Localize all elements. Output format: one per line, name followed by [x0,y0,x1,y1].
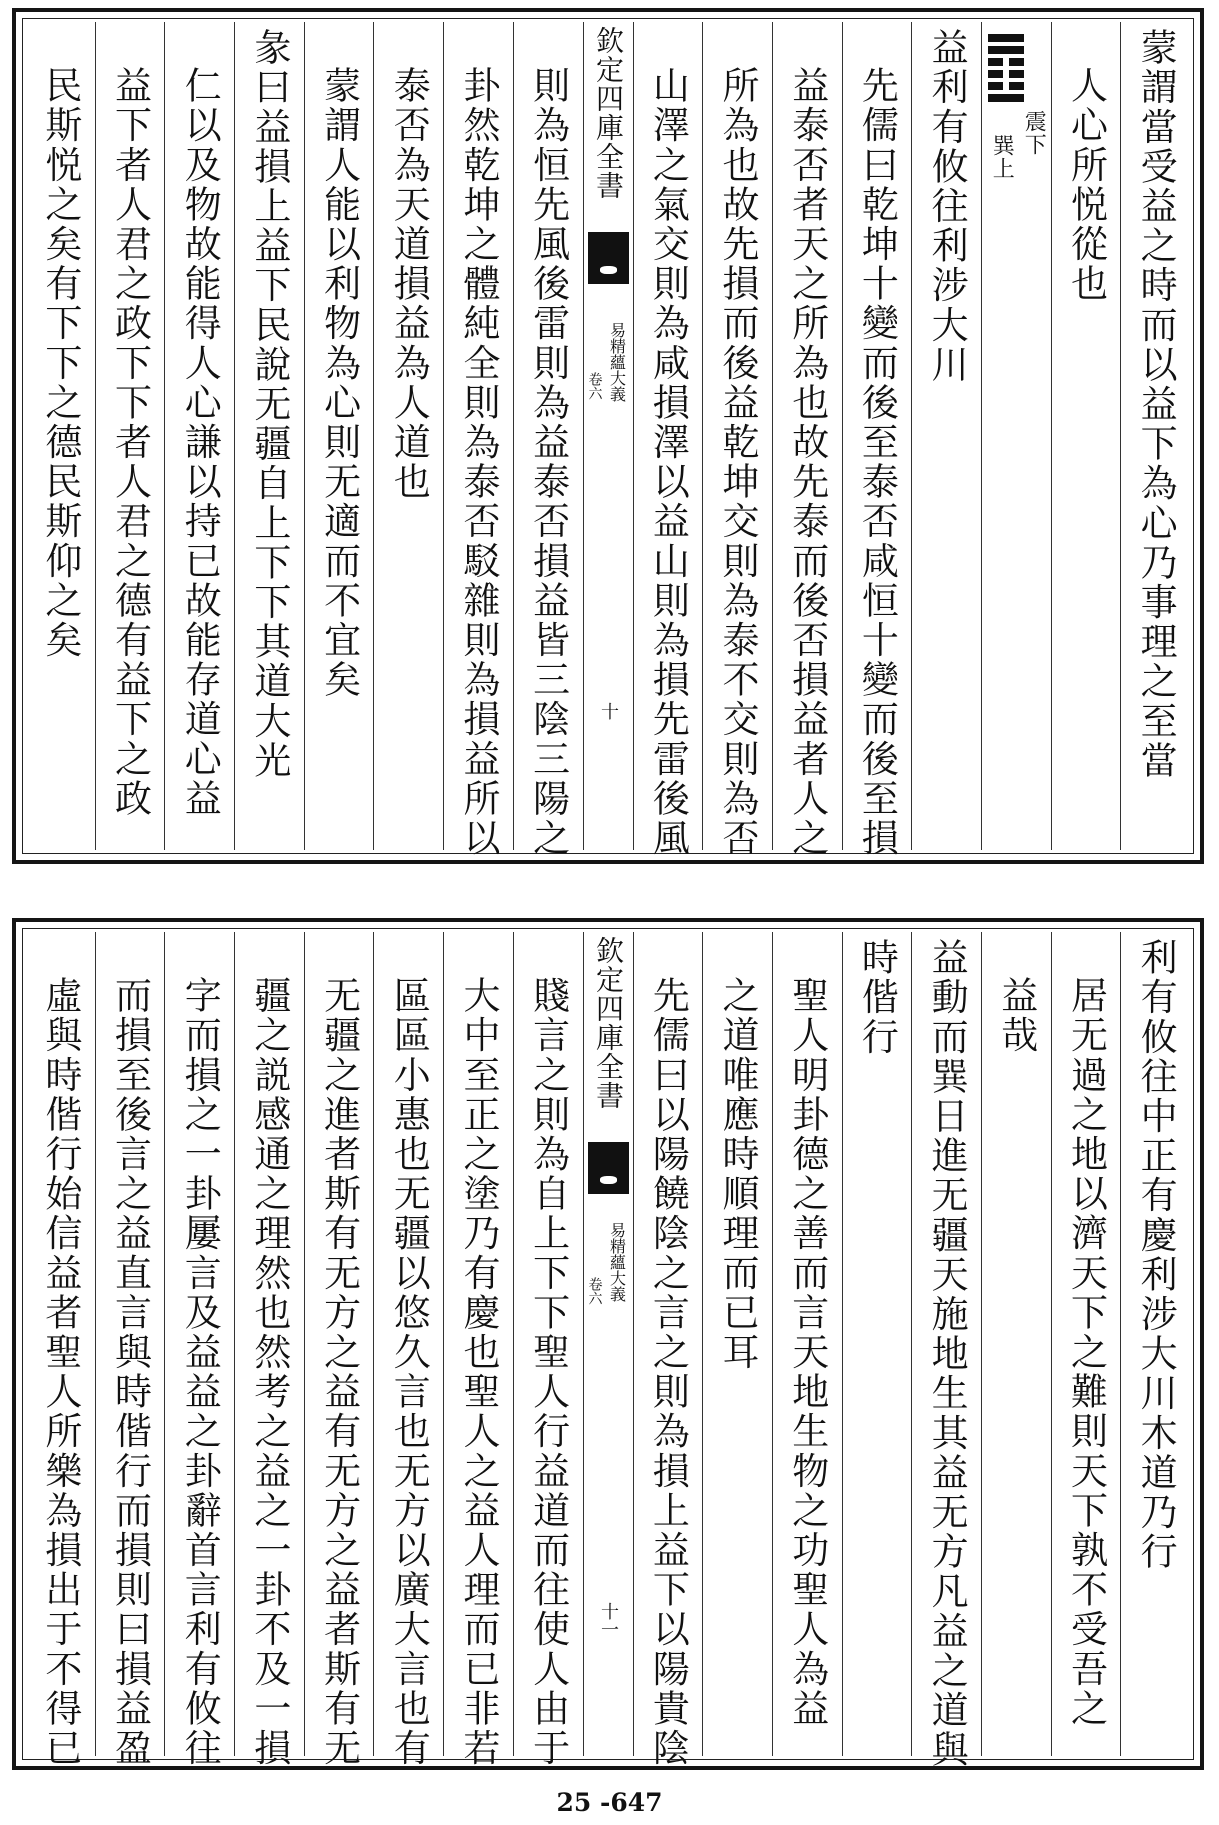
text-column [842,932,912,1756]
hexagram-lines-icon [988,34,1024,106]
text-column [702,932,772,1756]
column-text: 彖曰益損上益下民說无疆自上下下其道大光 [247,28,291,781]
juan-number: 卷六 [586,1277,603,1305]
column-text: 之道唯應時順理而已耳 [716,976,760,1372]
fish-tail-icon [588,232,629,284]
column-text: 泰否為天道損益為人道也 [387,66,431,502]
column-text: 時偕行 [855,938,899,1057]
column-text: 仁以及物故能得人心謙以持已故能存道心益 [178,66,222,819]
text-column [26,932,95,1768]
book-title: 易精蘊大義 [607,322,627,402]
yang-line [988,46,1024,54]
text-column [633,22,703,858]
text-column [164,22,234,850]
hexagram-yi [988,34,1047,184]
column-text: 益下者人君之政下下者人君之德有益下之政 [108,66,152,819]
text-column [234,22,304,850]
lower-trigram-label: 震下 [1021,110,1047,156]
yin-line-segment [1009,70,1024,78]
yin-line-segment [988,58,1003,66]
fish-tail-icon [588,1142,629,1194]
text-column [911,932,981,1770]
column-text: 蒙謂當受益之時而以益下為心乃事理之至當 [1134,28,1178,781]
column-text: 蒙謂人能以利物為心則无適而不宜矣 [317,66,361,700]
text-column [234,932,304,1768]
column-text: 卦然乾坤之體純全則為泰否駁雜則為損益所以 [456,66,500,858]
column-text: 无疆之進者斯有无方之益有无方之益者斯有无 [317,976,361,1768]
column-text: 先儒曰以陽饒陰之言之則為損上益下以陽貴陰 [646,976,690,1768]
column-text: 賤言之則為自上下下聖人行益道而往使人由于 [526,976,570,1768]
column-text: 聖人明卦德之善而言天地生物之功聖人為益 [785,976,829,1729]
text-column [443,22,513,858]
text-column [981,932,1051,1756]
column-text: 所為也故先損而後益乾坤交則為泰不交則為否 [716,66,760,858]
column-text: 先儒曰乾坤十變而後至泰否咸恒十變而後至損 [855,66,899,858]
text-column [772,22,842,858]
text-column [702,22,772,858]
column-text: 利有攸往中正有慶利涉大川木道乃行 [1134,938,1178,1572]
page-1 [12,8,1204,864]
running-title: 欽定四庫全書 [592,26,625,200]
text-column [1120,22,1190,850]
center-gutter [583,932,633,1756]
running-title: 欽定四庫全書 [592,936,625,1110]
page-2 [12,918,1204,1770]
text-column [95,932,165,1768]
text-column [513,932,583,1768]
book-title: 易精蘊大義 [607,1222,627,1302]
text-column [164,932,234,1768]
page-number: 25 -647 [556,1788,663,1817]
folio-number: 十 [598,702,619,720]
text-column [513,22,583,858]
column-text: 字而損之一卦屢言及益益之卦辭首言利有攸往 [178,976,222,1768]
text-column [1051,22,1121,850]
yin-line-segment [988,70,1003,78]
text-column [842,22,912,858]
text-column [304,22,374,850]
text-column [772,932,842,1756]
text-column [633,932,703,1768]
column-text: 則為恒先風後雷則為益泰否損益皆三陰三陽之 [526,66,570,858]
text-column [911,22,981,850]
yin-line-segment [1009,82,1024,90]
column-text: 區區小惠也无疆以悠久言也无方以廣大言也有 [387,976,431,1768]
text-column [373,932,443,1768]
column-text: 疆之説感通之理然也然考之益之一卦不及一損 [247,976,291,1768]
text-column [26,22,95,850]
column-text: 虛與時偕行始信益者聖人所樂為損出于不得已 [38,976,82,1768]
column-text: 益哉 [994,976,1038,1056]
text-column [304,932,374,1768]
hexagram-column [981,22,1051,850]
juan-number: 卷六 [586,372,603,400]
column-text: 益利有攸往利涉大川 [925,28,969,385]
column-text: 民斯悦之矣有下下之德民斯仰之矣 [38,66,82,660]
yin-line-segment [988,82,1003,90]
page-1-columns [26,22,1190,858]
column-text: 人心所悦從也 [1064,66,1108,304]
column-text: 而損至後言之益直言與時偕行而損則曰損益盈 [108,976,152,1768]
text-column [1051,932,1121,1756]
text-column [1120,932,1190,1756]
text-column [373,22,443,850]
page-2-columns [26,932,1190,1770]
column-text: 居无過之地以濟天下之難則天下孰不受吾之 [1064,976,1108,1729]
folio-number: 十一 [598,1602,619,1638]
column-text: 大中至正之塗乃有慶也聖人之益人理而已非若 [456,976,500,1768]
column-text: 益泰否者天之所為也故先泰而後否損益者人之 [785,66,829,858]
column-text: 山澤之氣交則為咸損澤以益山則為損先雷後風 [646,66,690,858]
column-text: 益動而巽日進无疆天施地生其益无方凡益之道與 [925,938,969,1770]
yin-line-segment [1009,58,1024,66]
upper-trigram-label: 巽上 [989,134,1015,180]
text-column [95,22,165,850]
center-gutter [583,22,633,850]
yang-line [988,94,1024,102]
yang-line [988,34,1024,42]
text-column [443,932,513,1768]
